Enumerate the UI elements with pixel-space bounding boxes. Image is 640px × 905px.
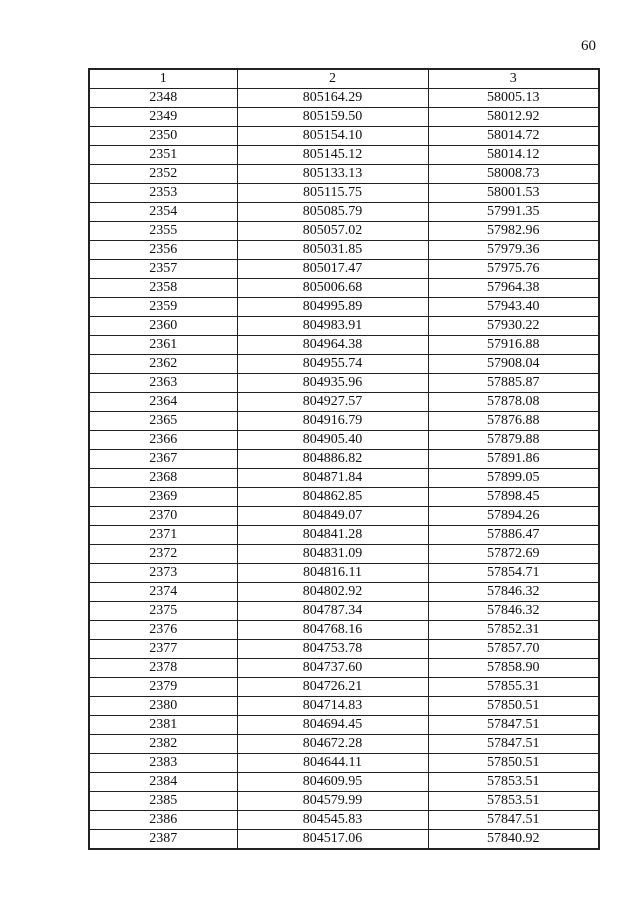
point-number-cell: 2371 [89,526,237,545]
table-row [89,621,599,640]
x-coordinate-cell: 804644.11 [237,754,428,773]
x-coordinate-cell: 804609.95 [237,773,428,792]
table-row [89,773,599,792]
x-coordinate-cell: 805085.79 [237,203,428,222]
y-coordinate-cell: 57991.35 [428,203,599,222]
table-header-row [89,69,599,89]
point-number-cell: 2372 [89,545,237,564]
x-coordinate-cell: 805057.02 [237,222,428,241]
x-coordinate-cell: 804886.82 [237,450,428,469]
table-row [89,678,599,697]
table-row [89,507,599,526]
table-row [89,412,599,431]
y-coordinate-cell: 58005.13 [428,89,599,108]
y-coordinate-cell: 57853.51 [428,773,599,792]
table-row [89,830,599,850]
point-number-cell: 2381 [89,716,237,735]
table-body [89,89,599,850]
y-coordinate-cell: 57916.88 [428,336,599,355]
y-coordinate-cell: 57943.40 [428,298,599,317]
point-number-cell: 2386 [89,811,237,830]
point-number-cell: 2352 [89,165,237,184]
table-row [89,127,599,146]
point-number-cell: 2368 [89,469,237,488]
y-coordinate-cell: 57876.88 [428,412,599,431]
x-coordinate-cell: 804714.83 [237,697,428,716]
coordinates-table [88,68,600,850]
point-number-cell: 2363 [89,374,237,393]
point-number-cell: 2376 [89,621,237,640]
table-row [89,203,599,222]
x-coordinate-cell: 804871.84 [237,469,428,488]
y-coordinate-cell: 57872.69 [428,545,599,564]
x-coordinate-cell: 804753.78 [237,640,428,659]
x-coordinate-cell: 804983.91 [237,317,428,336]
table-row [89,260,599,279]
point-number-cell: 2379 [89,678,237,697]
point-number-cell: 2362 [89,355,237,374]
point-number-cell: 2369 [89,488,237,507]
y-coordinate-cell: 57964.38 [428,279,599,298]
point-number-cell: 2380 [89,697,237,716]
table-row [89,184,599,203]
y-coordinate-cell: 57847.51 [428,735,599,754]
table-row [89,298,599,317]
y-coordinate-cell: 57975.76 [428,260,599,279]
y-coordinate-cell: 57886.47 [428,526,599,545]
point-number-cell: 2385 [89,792,237,811]
point-number-cell: 2365 [89,412,237,431]
x-coordinate-cell: 804905.40 [237,431,428,450]
y-coordinate-cell: 57854.71 [428,564,599,583]
table-row [89,108,599,127]
y-coordinate-cell: 58001.53 [428,184,599,203]
point-number-cell: 2378 [89,659,237,678]
point-number-cell: 2387 [89,830,237,850]
y-coordinate-cell: 57850.51 [428,697,599,716]
point-number-cell: 2349 [89,108,237,127]
point-number-cell: 2358 [89,279,237,298]
x-coordinate-cell: 804787.34 [237,602,428,621]
x-coordinate-cell: 804816.11 [237,564,428,583]
point-number-cell: 2360 [89,317,237,336]
x-coordinate-cell: 804737.60 [237,659,428,678]
table-row [89,317,599,336]
point-number-cell: 2356 [89,241,237,260]
y-coordinate-cell: 57847.51 [428,811,599,830]
y-coordinate-cell: 57982.96 [428,222,599,241]
table-row [89,450,599,469]
y-coordinate-cell: 57840.92 [428,830,599,850]
x-coordinate-cell: 805006.68 [237,279,428,298]
table-row [89,811,599,830]
table-row [89,583,599,602]
column-header-2: 2 [237,69,428,89]
x-coordinate-cell: 804517.06 [237,830,428,850]
table-row [89,374,599,393]
point-number-cell: 2355 [89,222,237,241]
table-row [89,659,599,678]
x-coordinate-cell: 804995.89 [237,298,428,317]
point-number-cell: 2375 [89,602,237,621]
table-row [89,545,599,564]
point-number-cell: 2370 [89,507,237,526]
table-row [89,393,599,412]
y-coordinate-cell: 58014.12 [428,146,599,165]
y-coordinate-cell: 57853.51 [428,792,599,811]
point-number-cell: 2383 [89,754,237,773]
y-coordinate-cell: 57979.36 [428,241,599,260]
table-row [89,241,599,260]
table-row [89,754,599,773]
column-header-3: 3 [428,69,599,89]
x-coordinate-cell: 805031.85 [237,241,428,260]
point-number-cell: 2348 [89,89,237,108]
point-number-cell: 2359 [89,298,237,317]
table-row [89,792,599,811]
y-coordinate-cell: 57878.08 [428,393,599,412]
y-coordinate-cell: 57885.87 [428,374,599,393]
y-coordinate-cell: 57855.31 [428,678,599,697]
y-coordinate-cell: 57891.86 [428,450,599,469]
x-coordinate-cell: 804964.38 [237,336,428,355]
table-row [89,640,599,659]
y-coordinate-cell: 57899.05 [428,469,599,488]
x-coordinate-cell: 804802.92 [237,583,428,602]
x-coordinate-cell: 804849.07 [237,507,428,526]
point-number-cell: 2364 [89,393,237,412]
y-coordinate-cell: 58008.73 [428,165,599,184]
x-coordinate-cell: 804545.83 [237,811,428,830]
table-row [89,165,599,184]
y-coordinate-cell: 57852.31 [428,621,599,640]
table-row [89,336,599,355]
point-number-cell: 2377 [89,640,237,659]
table-row [89,526,599,545]
y-coordinate-cell: 57857.70 [428,640,599,659]
y-coordinate-cell: 57850.51 [428,754,599,773]
point-number-cell: 2367 [89,450,237,469]
x-coordinate-cell: 805145.12 [237,146,428,165]
y-coordinate-cell: 58014.72 [428,127,599,146]
x-coordinate-cell: 804927.57 [237,393,428,412]
column-header-1: 1 [89,69,237,89]
table-row [89,488,599,507]
y-coordinate-cell: 57894.26 [428,507,599,526]
point-number-cell: 2361 [89,336,237,355]
x-coordinate-cell: 805159.50 [237,108,428,127]
table-row [89,355,599,374]
x-coordinate-cell: 805133.13 [237,165,428,184]
x-coordinate-cell: 804768.16 [237,621,428,640]
point-number-cell: 2374 [89,583,237,602]
y-coordinate-cell: 57908.04 [428,355,599,374]
x-coordinate-cell: 804935.96 [237,374,428,393]
point-number-cell: 2384 [89,773,237,792]
point-number-cell: 2354 [89,203,237,222]
point-number-cell: 2350 [89,127,237,146]
x-coordinate-cell: 804579.99 [237,792,428,811]
table-row [89,222,599,241]
table-row [89,564,599,583]
x-coordinate-cell: 805115.75 [237,184,428,203]
table-row [89,735,599,754]
table-row [89,431,599,450]
x-coordinate-cell: 804862.85 [237,488,428,507]
x-coordinate-cell: 805164.29 [237,89,428,108]
point-number-cell: 2353 [89,184,237,203]
table-row [89,469,599,488]
table-row [89,146,599,165]
x-coordinate-cell: 804841.28 [237,526,428,545]
y-coordinate-cell: 57858.90 [428,659,599,678]
x-coordinate-cell: 805154.10 [237,127,428,146]
x-coordinate-cell: 804672.28 [237,735,428,754]
y-coordinate-cell: 58012.92 [428,108,599,127]
point-number-cell: 2366 [89,431,237,450]
x-coordinate-cell: 804726.21 [237,678,428,697]
y-coordinate-cell: 57930.22 [428,317,599,336]
point-number-cell: 2373 [89,564,237,583]
point-number-cell: 2357 [89,260,237,279]
y-coordinate-cell: 57898.45 [428,488,599,507]
table-row [89,89,599,108]
y-coordinate-cell: 57846.32 [428,602,599,621]
y-coordinate-cell: 57847.51 [428,716,599,735]
x-coordinate-cell: 804916.79 [237,412,428,431]
y-coordinate-cell: 57879.88 [428,431,599,450]
point-number-cell: 2382 [89,735,237,754]
table-row [89,697,599,716]
table-row [89,279,599,298]
point-number-cell: 2351 [89,146,237,165]
x-coordinate-cell: 804955.74 [237,355,428,374]
table-row [89,716,599,735]
page-number: 60 [581,38,596,54]
x-coordinate-cell: 805017.47 [237,260,428,279]
y-coordinate-cell: 57846.32 [428,583,599,602]
x-coordinate-cell: 804831.09 [237,545,428,564]
x-coordinate-cell: 804694.45 [237,716,428,735]
table-row [89,602,599,621]
